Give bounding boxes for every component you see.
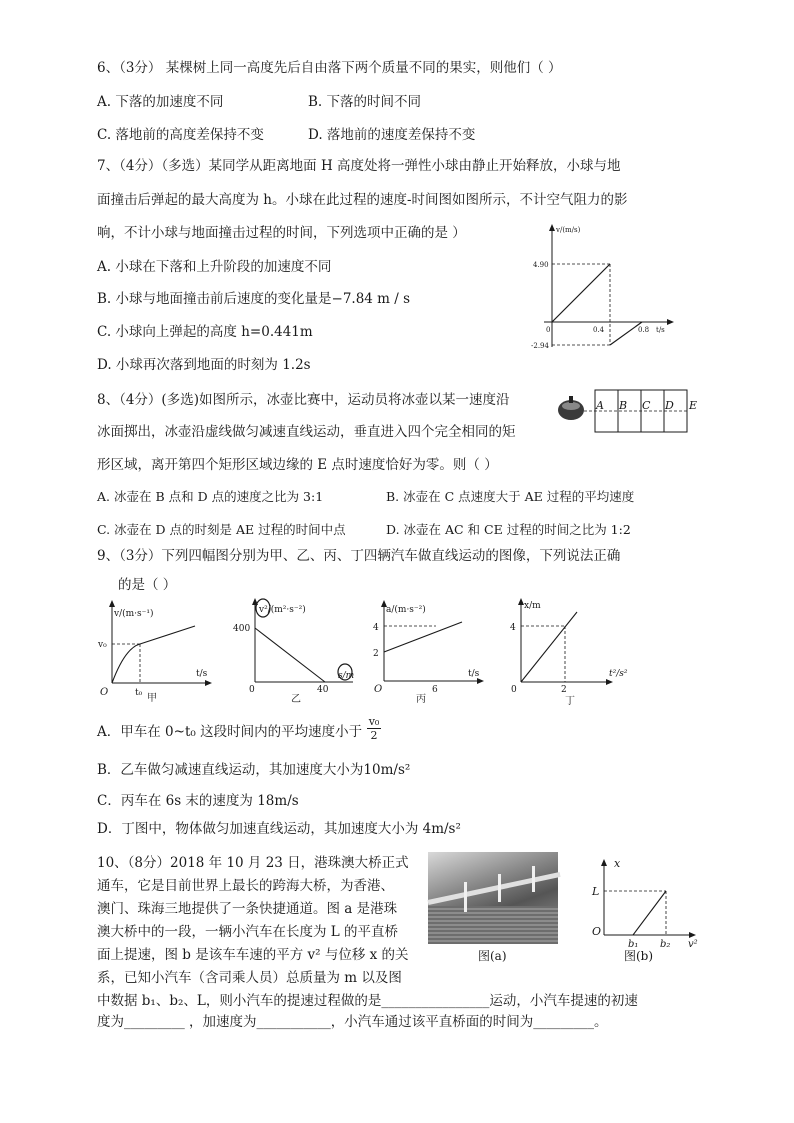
q9-g3-xlabel: t/s bbox=[468, 669, 480, 679]
q10-line8: 度为_________ ，加速度为___________，小汽车通过该平直桥面的时间为_________。 bbox=[97, 1014, 608, 1030]
q8-point-e: E bbox=[689, 399, 698, 412]
q8-curling-diagram bbox=[550, 385, 710, 445]
q9-g3-xtick: 6 bbox=[432, 685, 438, 695]
q9-frac-num: v₀ bbox=[368, 715, 380, 728]
q9-g4-xtick: 2 bbox=[561, 685, 567, 695]
q10-line7: 中数据 b₁、b₂、L，则小汽车的提速过程做的是________________运动，小汽车提速的初速 bbox=[97, 993, 638, 1009]
q6-option-a: A. 下落的加速度不同 bbox=[97, 94, 224, 110]
q7-option-d: D. 小球再次落到地面的时刻为 1.2s bbox=[97, 357, 311, 373]
q9-g3-name: 丙 bbox=[416, 694, 426, 705]
q9-g2-origin: 0 bbox=[249, 685, 255, 695]
q9-g3-ytick2: 2 bbox=[373, 649, 379, 659]
q7-stem-line2: 面撞击后弹起的最大高度为 h。小球在此过程的速度-时间图如图所示，不计空气阻力的影 bbox=[97, 192, 628, 208]
q9-g4-name: 丁 bbox=[565, 696, 575, 707]
q8-point-d: D bbox=[665, 399, 674, 412]
q8-option-d: D. 冰壶在 AC 和 CE 过程的时间之比为 1:2 bbox=[386, 522, 631, 537]
q7-graph-x2: 0.8 bbox=[638, 326, 650, 334]
q7-stem-line3: 响，不计小球与地面撞击过程的时间，下列选项中正确的是 ） bbox=[97, 225, 466, 241]
q9-g1-name: 甲 bbox=[147, 693, 157, 704]
q9-g1-ylabel: v/(m·s⁻¹) bbox=[114, 609, 154, 619]
q9-g1-origin: O bbox=[100, 687, 109, 698]
q7-graph-ylabel: v/(m/s) bbox=[556, 226, 581, 234]
q7-option-b: B. 小球与地面撞击前后速度的变化量是−7.84 m / s bbox=[97, 291, 411, 307]
q9-g2-ylabel: v²/(m²·s⁻²) bbox=[259, 605, 306, 615]
q6-option-b: B. 下落的时间不同 bbox=[308, 94, 422, 110]
q7-option-c: C. 小球向上弹起的高度 h=0.441m bbox=[97, 324, 313, 340]
q9-option-b: B．乙车做匀减速直线运动，其加速度大小为10m/s² bbox=[97, 762, 411, 778]
q9-g2-xlabel: s/m bbox=[338, 671, 355, 681]
q10-graph-x1: b₁ bbox=[628, 939, 639, 950]
q9-frac-den: 2 bbox=[370, 729, 378, 742]
q10-line3: 澳门、珠海三地提供了一条快捷通道。图 a 是港珠 bbox=[97, 901, 398, 917]
q10-graph-ylabel: x bbox=[614, 857, 621, 870]
bridge-photo bbox=[428, 852, 558, 944]
q8-option-b: B. 冰壶在 C 点速度大于 AE 过程的平均速度 bbox=[386, 489, 635, 504]
q7-graph-origin: 0 bbox=[546, 326, 551, 334]
q7-graph-ytop: 4.90 bbox=[533, 261, 549, 269]
q7-stem-line1: 7、（4分）（多选）某同学从距离地面 H 高度处将一弹性小球由静止开始释放，小球与地 bbox=[97, 158, 621, 174]
q9-stem-line1: 9、（3分）下列四幅图分别为甲、乙、丙、丁四辆汽车做直线运动的图像，下列说法正确 bbox=[97, 548, 621, 564]
q9-option-a-fraction bbox=[367, 716, 381, 741]
q10-fig-a-caption: 图(a) bbox=[478, 949, 507, 963]
q7-fall-segment bbox=[552, 264, 610, 322]
q9-g2-ytick: 400 bbox=[233, 624, 251, 634]
q9-stem-line2: 的是（ ） bbox=[118, 577, 177, 593]
q6-stem: 6、（3分） 某棵树上同一高度先后自由落下两个质量不同的果实，则他们（ ） bbox=[97, 60, 562, 76]
q8-option-a: A. 冰壶在 B 点和 D 点的速度之比为 3:1 bbox=[97, 489, 324, 504]
q9-graph-ding bbox=[505, 594, 645, 706]
q8-point-c: C bbox=[642, 399, 651, 412]
q9-option-c: C．丙车在 6s 末的速度为 18m/s bbox=[97, 793, 299, 809]
q8-point-a: A bbox=[596, 399, 604, 412]
q9-graph-bing bbox=[368, 596, 498, 706]
q10-line6: 系，已知小汽车（含司乘人员）总质量为 m 以及图 bbox=[97, 970, 402, 986]
q6-option-c: C. 落地前的高度差保持不变 bbox=[97, 127, 264, 143]
q10-fig-b-caption: 图(b) bbox=[624, 949, 654, 963]
q9-g4-origin: 0 bbox=[511, 685, 517, 695]
q10-graph-xlabel: v² bbox=[688, 939, 698, 950]
q10-graph-ytick: L bbox=[592, 885, 600, 898]
q9-g3-ytick1: 4 bbox=[373, 623, 379, 633]
q9-g2-xtick: 40 bbox=[317, 685, 329, 695]
q9-g4-ytick: 4 bbox=[510, 623, 516, 633]
q9-g3-ylabel: a/(m·s⁻²) bbox=[386, 605, 426, 615]
q10-line2: 通车，它是目前世界上最长的跨海大桥，为香港、 bbox=[97, 878, 394, 894]
q9-g1-xtick: t₀ bbox=[135, 688, 143, 698]
q7-velocity-time-graph bbox=[530, 222, 680, 362]
q9-g4-xlabel: t²/s² bbox=[609, 669, 628, 679]
q9-g4-ylabel: x/m bbox=[524, 601, 541, 611]
q10-x-v2-graph bbox=[588, 855, 703, 950]
q8-stem-line1: 8、（4分）(多选)如图所示，冰壶比赛中，运动员将冰壶以某一速度沿 bbox=[97, 392, 510, 408]
q10-line1: 10、（8分）2018 年 10 月 23 日，港珠澳大桥正式 bbox=[97, 855, 409, 871]
q9-g3-origin: O bbox=[374, 684, 383, 695]
q8-option-c: C. 冰壶在 D 点的时刻是 AE 过程的时间中点 bbox=[97, 522, 346, 537]
q9-graph-yi bbox=[225, 594, 365, 706]
q9-option-a: A．甲车在 0~t₀ 这段时间内的平均速度小于 bbox=[97, 724, 363, 740]
q8-stem-line3: 形区域，离开第四个矩形区域边缘的 E 点时速度恰好为零。则（ ） bbox=[97, 457, 498, 473]
q7-graph-xunit: t/s bbox=[656, 326, 665, 334]
q10-graph-origin: O bbox=[592, 925, 602, 938]
q9-g1-y0: v₀ bbox=[98, 640, 107, 650]
q8-point-b: B bbox=[619, 399, 628, 412]
q10-graph-x2: b₂ bbox=[660, 939, 671, 950]
q9-g1-xlabel: t/s bbox=[196, 669, 208, 679]
q6-option-d: D. 落地前的速度差保持不变 bbox=[308, 127, 476, 143]
q7-option-a: A. 小球在下落和上升阶段的加速度不同 bbox=[97, 259, 332, 275]
q9-option-d: D．丁图中，物体做匀加速直线运动，其加速度大小为 4m/s² bbox=[97, 821, 461, 837]
q7-graph-x1: 0.4 bbox=[593, 326, 605, 334]
q9-graph-jia bbox=[90, 598, 220, 708]
q10-line4: 澳大桥中的一段，一辆小汽车在长度为 L 的平直桥 bbox=[97, 924, 399, 940]
q9-g2-name: 乙 bbox=[291, 694, 301, 705]
q8-stem-line2: 冰面掷出，冰壶沿虚线做匀减速直线运动，垂直进入四个完全相同的矩 bbox=[97, 424, 516, 440]
q7-graph-ybottom: -2.94 bbox=[531, 342, 549, 350]
q10-line5: 面上提速，图 b 是该车车速的平方 v² 与位移 x 的关 bbox=[97, 947, 409, 963]
